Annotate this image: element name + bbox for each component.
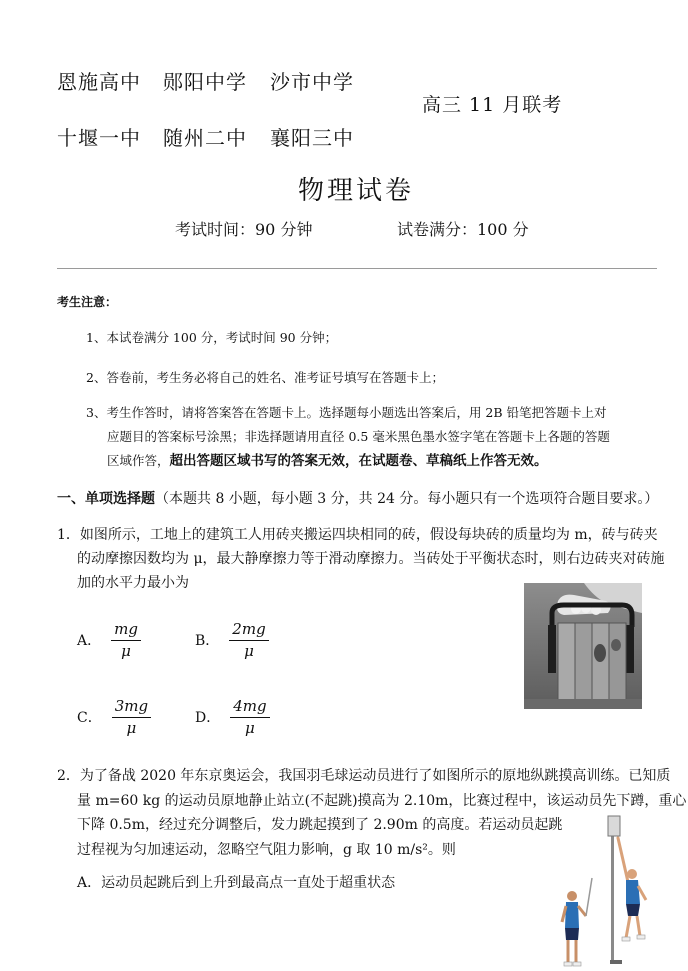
q1-option-c-label: C． bbox=[77, 710, 102, 726]
q1-line-3: 加的水平力最小为 bbox=[77, 575, 189, 591]
section-1-heading bbox=[57, 488, 658, 508]
q1-option-d-num: 4mg bbox=[230, 697, 269, 718]
q1-option-a-num: mg bbox=[111, 620, 141, 641]
full-score: 试卷满分：100 分 bbox=[397, 220, 529, 239]
q1-option-a-label: A． bbox=[77, 633, 102, 649]
notice-item-3-line2: 应题目的答案标号涂黑；非选择题请用直径 0.5 毫米黑色墨水签字笔在答题卡上各题的答题 bbox=[107, 429, 610, 444]
q1-option-d bbox=[195, 697, 270, 737]
q1-option-c-den: μ bbox=[126, 719, 137, 737]
q1-option-b bbox=[195, 620, 269, 660]
notice-item-1: 1、本试卷满分 100 分，考试时间 90 分钟； bbox=[86, 330, 338, 345]
exam-time: 考试时间：90 分钟 bbox=[175, 220, 313, 239]
q1-option-c-num: 3mg bbox=[112, 697, 151, 718]
q1-line-2: 的动摩擦因数均为 μ，最大静摩擦力等于滑动摩擦力。当砖处于平衡状态时，则右边砖夹对砖施 bbox=[77, 551, 665, 567]
q1-option-a-den: μ bbox=[121, 642, 131, 660]
school-suizhou: 随州二中 bbox=[163, 126, 247, 150]
page-title: 物理试卷 bbox=[298, 176, 415, 206]
section-1-title: 一、单项选择题 bbox=[57, 491, 155, 507]
notice-item-2: 2、答卷前，考生务必将自己的姓名、准考证号填写在答题卡上； bbox=[86, 370, 444, 385]
q2-line-4: 过程视为匀加速运动，忽略空气阻力影响，g 取 10 m/s²。则 bbox=[77, 842, 456, 858]
q1-line-1: 1．如图所示，工地上的建筑工人用砖夹搬运四块相同的砖，假设每块砖的质量均为 m，砖与砖夹 bbox=[57, 527, 658, 543]
q2-line-3: 下降 0.5m，经过充分调整后，发力跳起摸到了 2.90m 的高度。若运动员起跳 bbox=[77, 817, 563, 833]
jump-training-figure bbox=[556, 812, 662, 970]
notice-item-3-plain: 区域作答， bbox=[107, 453, 170, 468]
q1-option-b-label: B． bbox=[195, 633, 220, 649]
school-shiyan: 十堰一中 bbox=[57, 126, 141, 150]
header-divider bbox=[57, 268, 657, 269]
q1-option-a bbox=[77, 620, 141, 660]
notice-item-3-line1: 3、考生作答时，请将答案答在答题卡上。选择题每小题选出答案后，用 2B 铅笔把答题卡上对 bbox=[86, 405, 607, 420]
school-shashi: 沙市中学 bbox=[270, 70, 354, 94]
school-yunyang: 郧阳中学 bbox=[163, 70, 247, 94]
school-enshi: 恩施高中 bbox=[57, 70, 141, 94]
q1-option-d-label: D． bbox=[195, 710, 221, 726]
q1-option-c bbox=[77, 697, 151, 737]
school-xiangyang: 襄阳三中 bbox=[270, 126, 354, 150]
brick-clamp-photo bbox=[524, 583, 642, 709]
q1-option-b-num: 2mg bbox=[229, 620, 268, 641]
notice-heading: 考生注意： bbox=[57, 295, 118, 309]
notice-item-3-line3 bbox=[107, 449, 548, 473]
q1-option-d-den: μ bbox=[245, 719, 255, 737]
q2-line-2: 量 m=60 kg 的运动员原地静止站立(不起跳)摸高为 2.10m，比赛过程中，该运动员先下蹲，重心 bbox=[77, 793, 687, 809]
q1-option-b-den: μ bbox=[244, 642, 254, 660]
q2-option-a: A．运动员起跳后到上升到最高点一直处于超重状态 bbox=[77, 875, 396, 891]
section-1-desc: （本题共 8 小题，每小题 3 分，共 24 分。每小题只有一个选项符合题目要求。） bbox=[155, 491, 659, 507]
joint-exam-label: 高三 11 月联考 bbox=[422, 94, 563, 116]
q2-line-1: 2．为了备战 2020 年东京奥运会，我国羽毛球运动员进行了如图所示的原地纵跳摸高训练。已知质 bbox=[57, 768, 671, 784]
notice-item-3-bold: 超出答题区域书写的答案无效，在试题卷、草稿纸上作答无效。 bbox=[169, 453, 548, 469]
